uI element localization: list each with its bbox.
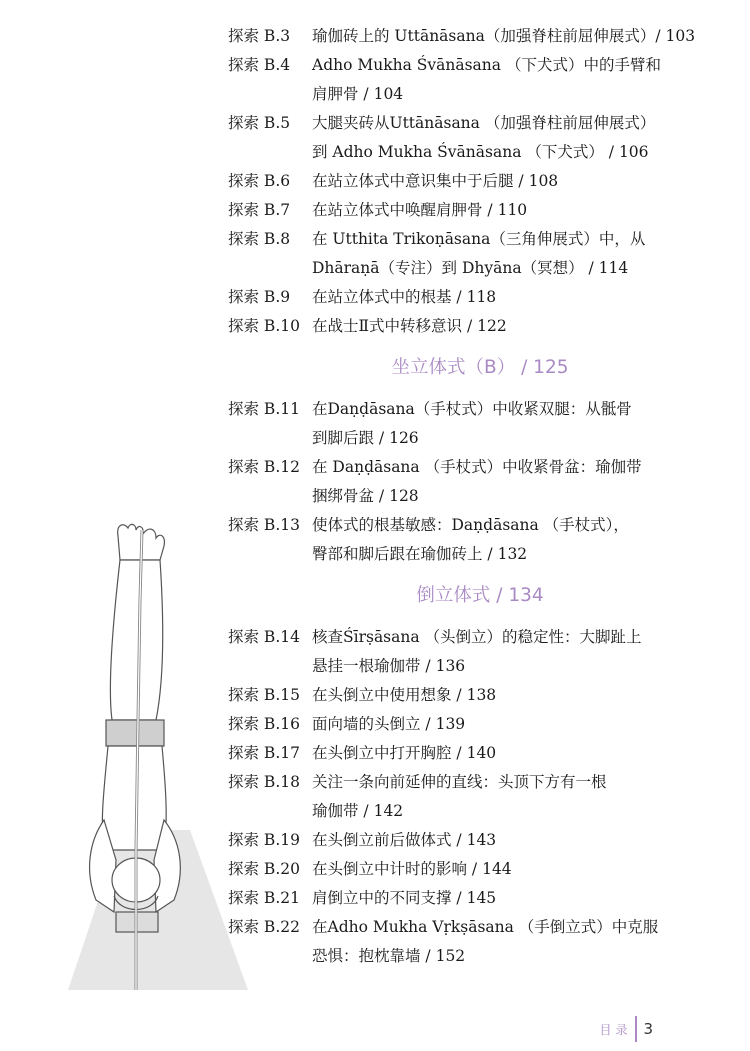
section-heading: 坐立体式（B） / 125 xyxy=(391,357,569,378)
entry-number: 探索 B.20 xyxy=(228,860,300,878)
toc-entry[interactable] xyxy=(228,623,698,681)
entry-number: 探索 B.15 xyxy=(228,686,300,704)
page-footer xyxy=(599,1016,653,1042)
entry-number: 探索 B.10 xyxy=(228,317,300,335)
section-heading: 倒立体式 / 134 xyxy=(416,585,544,606)
entry-title-line: 到 Adho Mukha Śvānāsana （下犬式） / 106 xyxy=(312,143,649,161)
entry-title-line: 在头倒立中使用想象 / 138 xyxy=(312,686,497,704)
entry-title-line: Adho Mukha Śvānāsana （下犬式）中的手臂和 xyxy=(312,56,661,74)
toc-entry[interactable] xyxy=(228,739,698,768)
entry-title-line: 瑜伽带 / 142 xyxy=(312,802,404,820)
toc-entry[interactable] xyxy=(228,283,698,312)
entry-number: 探索 B.14 xyxy=(228,628,300,646)
entry-number: 探索 B.16 xyxy=(228,715,300,733)
entry-title-line: 到脚后跟 / 126 xyxy=(312,429,419,447)
entry-number: 探索 B.21 xyxy=(228,889,300,907)
entry-title-line: 在头倒立中打开胸腔 / 140 xyxy=(312,744,497,762)
toc-entry[interactable] xyxy=(228,826,698,855)
toc-entry[interactable] xyxy=(228,855,698,884)
entry-title-line: 肩倒立中的不同支撑 / 145 xyxy=(312,889,497,907)
entry-title-line: 在Daṇḍāsana（手杖式）中收紧双腿：从骶骨 xyxy=(312,400,632,418)
entry-number: 探索 B.11 xyxy=(228,400,300,418)
toc-entry[interactable] xyxy=(228,395,698,453)
entry-title-line: 臀部和脚后跟在瑜伽砖上 / 132 xyxy=(312,545,528,563)
entry-title-line: 在站立体式中唤醒肩胛骨 / 110 xyxy=(312,201,528,219)
entry-title-line: 瑜伽砖上的 Uttānāsana（加强脊柱前屈伸展式）/ 103 xyxy=(312,27,696,45)
entry-title-line: 在头倒立前后做体式 / 143 xyxy=(312,831,497,849)
entry-title-line: 在站立体式中的根基 / 118 xyxy=(312,288,497,306)
entry-title-line: 关注一条向前延伸的直线：头顶下方有一根 xyxy=(312,773,607,791)
toc-entry[interactable] xyxy=(228,710,698,739)
entry-title-line: 在头倒立中计时的影响 / 144 xyxy=(312,860,512,878)
entry-number: 探索 B.8 xyxy=(228,230,291,248)
table-of-contents xyxy=(228,22,698,971)
footer-label: 目录 xyxy=(599,1022,632,1037)
entry-title-line: 大腿夹砖从Uttānāsana （加强脊柱前屈伸展式） xyxy=(312,114,656,132)
entry-number: 探索 B.3 xyxy=(228,27,291,45)
entry-title-line: 在站立体式中意识集中于后腿 / 108 xyxy=(312,172,559,190)
page-number: 3 xyxy=(643,1020,653,1038)
entry-title-line: 在Adho Mukha Vṛkṣāsana （手倒立式）中克服 xyxy=(312,918,659,936)
toc-entry[interactable] xyxy=(228,913,698,971)
entry-number: 探索 B.4 xyxy=(228,56,291,74)
entry-title-line: 肩胛骨 / 104 xyxy=(312,85,404,103)
toc-entry[interactable] xyxy=(228,681,698,710)
entry-number: 探索 B.7 xyxy=(228,201,291,219)
entry-number: 探索 B.19 xyxy=(228,831,300,849)
entry-title-line: 在战士Ⅱ式中转移意识 / 122 xyxy=(312,317,507,335)
entry-title-line: 捆绑骨盆 / 128 xyxy=(312,487,419,505)
entry-number: 探索 B.22 xyxy=(228,918,300,936)
entry-number: 探索 B.6 xyxy=(228,172,291,190)
entry-number: 探索 B.17 xyxy=(228,744,300,762)
toc-entry[interactable] xyxy=(228,196,698,225)
entry-title-line: 面向墙的头倒立 / 139 xyxy=(312,715,466,733)
entry-title-line: Dhāraṇā（专注）到 Dhyāna（冥想） / 114 xyxy=(312,259,629,277)
entry-number: 探索 B.13 xyxy=(228,516,300,534)
toc-entry[interactable] xyxy=(228,884,698,913)
toc-entry[interactable] xyxy=(228,51,698,109)
toc-entry[interactable] xyxy=(228,22,698,51)
entry-number: 探索 B.5 xyxy=(228,114,291,132)
entry-title-line: 悬挂一根瑜伽带 / 136 xyxy=(312,657,466,675)
toc-entry[interactable] xyxy=(228,768,698,826)
entry-title-line: 恐惧：抱枕靠墙 / 152 xyxy=(312,947,466,965)
toc-entry[interactable] xyxy=(228,312,698,341)
entry-number: 探索 B.12 xyxy=(228,458,300,476)
entry-title-line: 在 Daṇḍāsana （手杖式）中收紧骨盆：瑜伽带 xyxy=(312,458,642,476)
toc-entry[interactable] xyxy=(228,167,698,196)
toc-entry[interactable] xyxy=(228,511,698,569)
entry-title-line: 在 Utthita Trikoṇāsana（三角伸展式）中，从 xyxy=(312,230,646,248)
toc-entry[interactable] xyxy=(228,453,698,511)
entry-number: 探索 B.18 xyxy=(228,773,300,791)
toc-entry[interactable] xyxy=(228,109,698,167)
toc-entry[interactable] xyxy=(228,225,698,283)
entry-title-line: 使体式的根基敏感：Daṇḍāsana （手杖式）， xyxy=(312,516,629,534)
entry-title-line: 核查Śīrṣāsana （头倒立）的稳定性：大脚趾上 xyxy=(312,628,642,646)
entry-number: 探索 B.9 xyxy=(228,288,291,306)
footer-divider xyxy=(635,1016,637,1042)
